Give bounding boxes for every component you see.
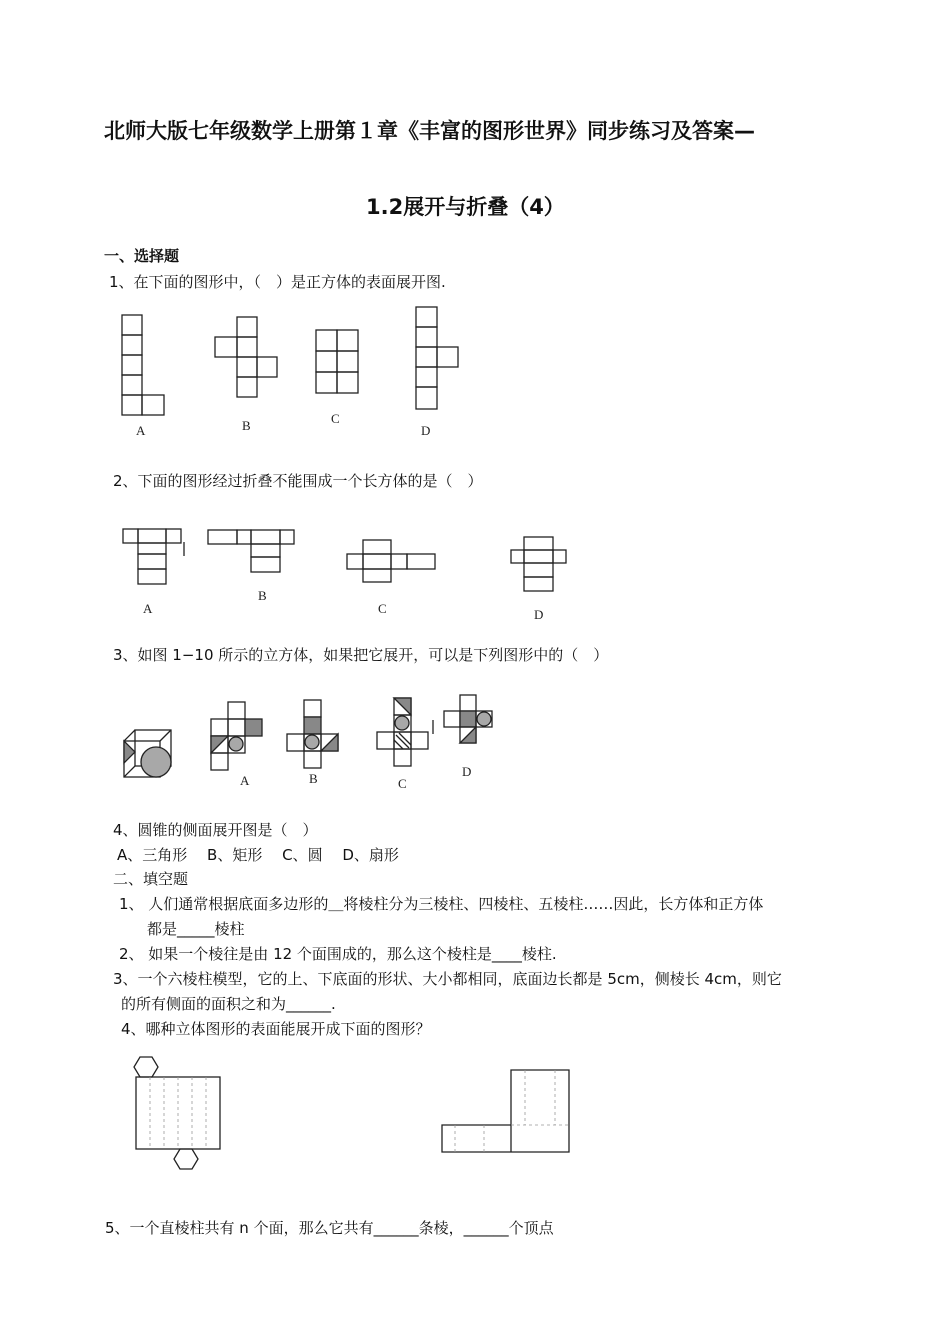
q2-net-d [511, 537, 566, 591]
q3-label-d: D [462, 764, 472, 779]
fill-3-line1: 3、一个六棱柱模型，它的上、下底面的形状、大小都相同，底面边长都是 5cm，侧棱长 4cm，则它 [113, 970, 782, 988]
question-2: 2、下面的图形经过折叠不能围成一个长方体的是（ ） [113, 472, 483, 490]
q3-cube-figure [120, 690, 510, 795]
q1-label-b: B [242, 418, 251, 433]
q1-net-a [122, 315, 164, 415]
q3-net-a [211, 702, 262, 770]
fill-1-line1: 1、 人们通常根据底面多边形的＿将棱柱分为三棱柱、四棱柱、五棱柱……因此，长方体和正方体 [119, 895, 764, 913]
q3-label-a: A [240, 773, 250, 788]
q2-label-c: C [378, 601, 387, 616]
hexagonal-prism-net-figure [128, 1052, 228, 1172]
question-4-options: A、三角形 B、矩形 C、圆 D、扇形 [117, 846, 399, 864]
question-4: 4、圆锥的侧面展开图是（ ） [113, 821, 318, 839]
q1-net-c [316, 330, 358, 393]
q1-label-d: D [421, 423, 431, 438]
q2-label-d: D [534, 607, 544, 622]
q1-label-a: A [136, 423, 146, 438]
q3-label-b: B [309, 771, 318, 786]
q3-net-c [377, 698, 428, 766]
q2-label-b: B [258, 588, 267, 603]
question-1: 1、在下面的图形中，（ ）是正方体的表面展开图. [109, 273, 446, 291]
fill-2: 2、 如果一个棱往是由 12 个面围成的，那么这个棱柱是____棱柱. [119, 945, 557, 963]
q1-net-b [215, 317, 277, 397]
q1-net-d [416, 307, 458, 409]
q3-net-b [287, 700, 338, 768]
fill-3-line2: 的所有侧面的面积之和为______. [121, 995, 336, 1013]
section-choice-heading: 一、选择题 [104, 247, 180, 265]
page-subtitle: 1.2展开与折叠（4） [366, 195, 565, 219]
q2-net-b [208, 530, 294, 572]
quadrilateral-prism-net-figure [440, 1062, 575, 1157]
q3-cube [124, 730, 171, 777]
q2-box-nets-figure [110, 520, 590, 630]
fill-1-line2: 都是_____棱柱 [147, 920, 245, 938]
q3-net-d [444, 695, 492, 743]
q1-label-c: C [331, 411, 340, 426]
question-3: 3、如图 1−10 所示的立方体，如果把它展开，可以是下列图形中的（ ） [113, 646, 609, 664]
q2-label-a: A [143, 601, 153, 616]
q2-net-c [347, 540, 435, 582]
q2-net-a [123, 529, 181, 584]
section-fill-heading: 二、填空题 [113, 870, 189, 888]
q3-label-c: C [398, 776, 407, 791]
q1-cube-nets-figure [110, 300, 470, 440]
fill-4: 4、哪种立体图形的表面能展开成下面的图形？ [121, 1020, 431, 1038]
page-title: 北师大版七年级数学上册第１章《丰富的图形世界》同步练习及答案— [104, 119, 755, 143]
fill-5: 5、一个直棱柱共有 n 个面，那么它共有______条棱，______个顶点 [105, 1219, 554, 1237]
